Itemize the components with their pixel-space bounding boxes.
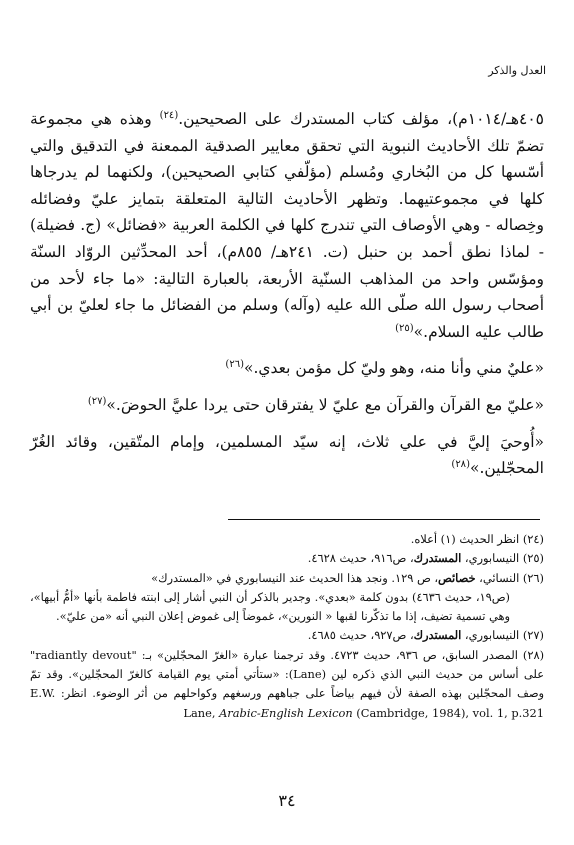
- footnote-26-title: خصائص: [438, 570, 476, 585]
- footnote-25-ref: ، ص٩١٦، حديث ٤٦٢٨.: [307, 551, 414, 566]
- citation-author: E.W. Lane,: [30, 686, 220, 720]
- footnote-25-title: المستدرك: [413, 551, 462, 566]
- footnote-26: [30, 569, 544, 588]
- footnote-25: [30, 549, 544, 568]
- hadith-quote-1: [30, 355, 544, 382]
- footnote-28-english-phrase: "radiantly devout": [30, 647, 137, 662]
- main-text: [30, 106, 544, 482]
- footnote-ref-27: (٢٧): [87, 395, 107, 407]
- footnote-28-intro: (٢٨) المصدر السابق، ص ٩٣٦، حديث ٤٧٢٣. وقد ترجمنا عبارة «الغرّ المحجّلين» بـ:: [141, 647, 545, 662]
- footnote-26-author: (٢٦) النسائي،: [475, 570, 544, 585]
- hadith-quote-1-text: «عليٌ مني وأنا منه، وهو وليّ كل مؤمن بعدي.»: [243, 359, 544, 378]
- paragraph-lead: ٤٠٥هـ/١٠١٤م)، مؤلف كتاب المستدرك على الصحيحين.: [178, 110, 544, 128]
- hadith-quote-3: [30, 429, 544, 482]
- hadith-quote-2: [30, 392, 544, 419]
- citation-title: Arabic-English Lexicon: [219, 705, 353, 720]
- footnote-27-ref: ، ص٩٢٧، حديث ٤٦٨٥.: [307, 628, 414, 643]
- footnote-26-continuation: (ص١٩، حديث ٤٦٣٦) بدون كلمة «بعدي». وجدير بالذكر أن النبي أشار إلى ابنته فاطمة بأنها «أمُّ أبيها»، وهي تسمية تضيف، إذا ما تذكّرنا لقبها « النورين»، غموضاً إلى غموض إعلان النبي أنه «من عليّ».: [30, 589, 510, 624]
- footnote-28: [30, 646, 544, 723]
- footnote-27-title: المستدرك: [413, 628, 462, 643]
- footnote-divider: [228, 519, 540, 520]
- footnote-27-author: (٢٧) النيسابوري،: [461, 628, 544, 643]
- paragraph-body: وهذه هي مجموعة تضمّ تلك الأحاديث النبوية التي تحقق معايير الصدقية الممعنة في التدقيق والتي أسّسها كل من البُخاري ومُسلم (مؤلّفي كتابي الصحيحين)، ولكنهما لم يدرجاها كلها في مجموعتيهما. وتظهر الأحاديث التالية المتعلقة بتمايز عليّ وفضائله وخِصاله - وهي الأوصاف التي تندرج كلها في الكلمة العربية «فضائل» (ج. فضيلة) - لماذا نطق أحمد بن حنبل (ت. ٢٤١هـ/ ٨٥٥م)، أحد المحدِّثين الروّاد السنّة ومؤسّس واحد من المذاهب السنّية الأربعة، بالعبارة التالية: «ما جاء لأحد من أصحاب رسول الله صلّى الله عليه (وآله) وسلم من الفضائل ما جاء لعليّ بن أبي طالب عليه السلام.»: [30, 110, 544, 341]
- footnote-28-lane: (Lane): [288, 667, 327, 682]
- footnote-28-text: على أساس من حديث النبي الذي ذكره لين: [326, 667, 544, 682]
- page-number: ٣٤: [278, 791, 296, 810]
- footnote-ref-28: (٢٨): [451, 458, 470, 470]
- footnote-28-explanation: : «ستأتي أمتي يوم القيامة كالغرّ المحجّلين». وقد تمّ وصف المحجّلين بهذه الصفة لأن فيهم بياضاً على جباههم ورسغهم وكواحلهم من أثر الوضوء. انظر:: [30, 667, 544, 701]
- footnote-ref-25: (٢٥): [395, 322, 414, 334]
- footnotes: [30, 530, 544, 723]
- hadith-quote-3-text: «أُوحيَ إليَّ في علي ثلاث، إنه سيّد المسلمين، وإمام المتّقين، وقائد الغُرّ المحجّلين.»: [30, 432, 544, 478]
- footnote-ref-24: (٢٤): [159, 109, 179, 121]
- footnote-24: (٢٤) انظر الحديث (١) أعلاه.: [410, 532, 544, 546]
- running-header: العدل والذكر: [488, 64, 546, 77]
- footnote-25-author: (٢٥) النيسابوري،: [461, 551, 544, 566]
- footnote-27: [30, 626, 544, 645]
- citation-details: (Cambridge, 1984), vol. 1, p.321: [352, 705, 544, 720]
- footnote-26-ref: ، ص ١٢٩. ونجد هذا الحديث عند النيسابوري في «المستدرك»: [151, 570, 439, 585]
- footnote-ref-26: (٢٦): [225, 359, 244, 371]
- main-paragraph: [30, 106, 544, 345]
- hadith-quote-2-text: «عليّ مع القرآن والقرآن مع عليّ لا يفترقان حتى يردا عليَّ الحوضَ.»: [106, 395, 544, 414]
